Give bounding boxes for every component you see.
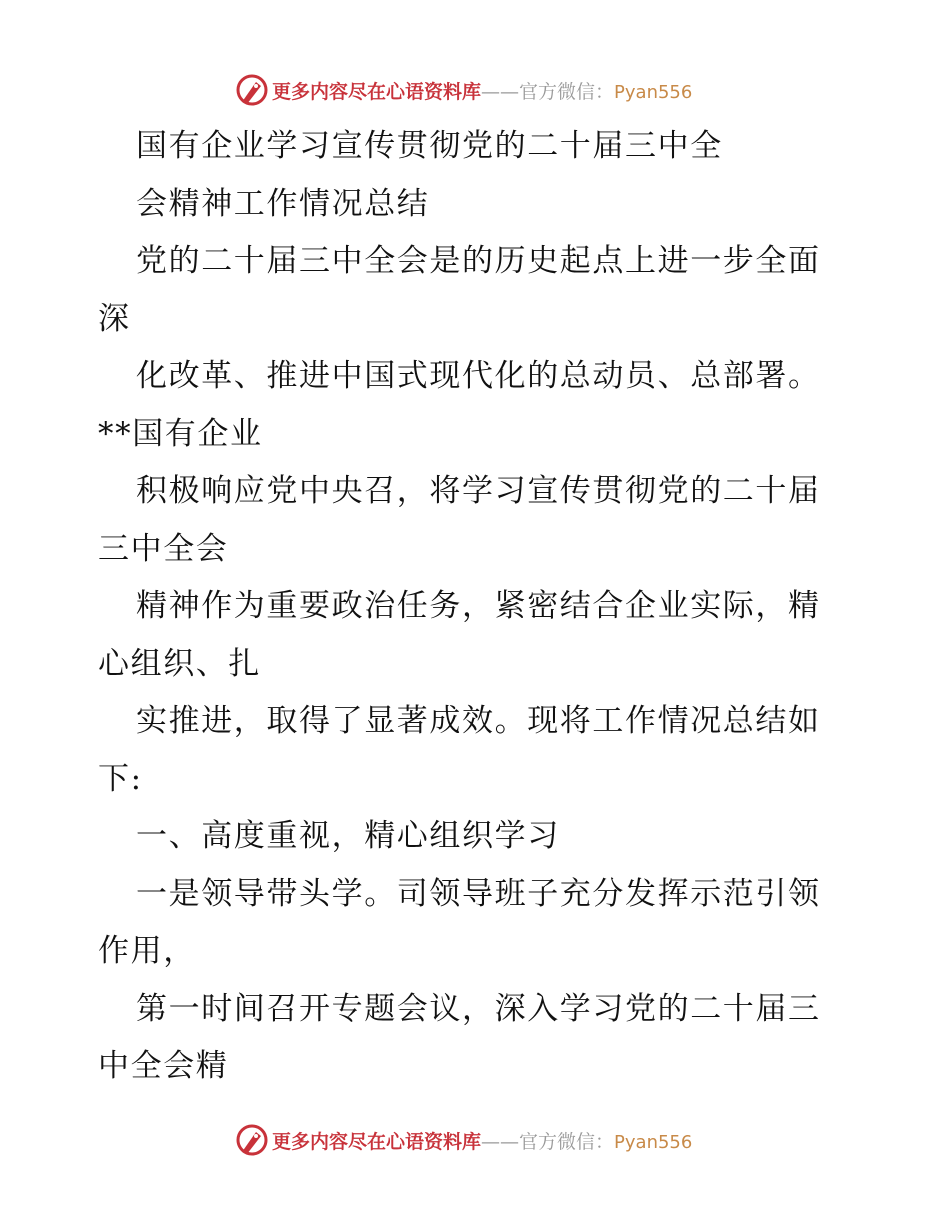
banner-account: Pyan556 (614, 82, 693, 103)
doc-line: 心组织、扎 (98, 645, 261, 682)
doc-line: 中全会精 (98, 1048, 229, 1084)
doc-line: 第一时间召开专题会议，深入学习党的二十届三 (136, 990, 821, 1027)
banner-promo: 更多内容尽在心语资料库 (272, 1131, 482, 1153)
doc-line: 国有企业学习宣传贯彻党的二十届三中全 (136, 128, 723, 164)
doc-line: 精神作为重要政治任务，紧密结合企业实际，精 (136, 588, 821, 624)
banner-text (272, 77, 692, 104)
pen-nib-logo-icon (234, 1122, 270, 1158)
banner-promo: 更多内容尽在心语资料库 (272, 81, 482, 103)
document-body (98, 118, 858, 1096)
banner-label: 官方微信： (519, 81, 615, 103)
doc-line: 一、高度重视，精心组织学习 (136, 818, 560, 854)
doc-line: 一是领导带头学。司领导班子充分发挥示范引领 (136, 875, 821, 912)
doc-line: 三中全会 (98, 530, 229, 567)
doc-line: 党的二十届三中全会是的历史起点上进一步全面 (136, 243, 821, 279)
footer-banner (0, 1120, 950, 1160)
banner-text (272, 1127, 692, 1154)
banner-dash: —— (481, 1131, 520, 1153)
banner-account: Pyan556 (614, 1132, 693, 1153)
doc-line: 下: (98, 760, 143, 797)
doc-line: 作用， (98, 933, 196, 969)
pen-nib-logo-icon (234, 72, 270, 108)
banner-dash: —— (481, 81, 520, 103)
doc-line: 化改革、推进中国式现代化的总动员、总部署。 (136, 358, 821, 394)
doc-line: 深 (98, 300, 131, 337)
doc-line: 积极响应党中央召，将学习宣传贯彻党的二十届 (136, 473, 821, 509)
banner-label: 官方微信： (519, 1131, 615, 1153)
doc-line: 实推进，取得了显著成效。现将工作情况总结如 (136, 703, 821, 739)
doc-line: **国有企业 (98, 415, 263, 452)
header-banner (0, 70, 950, 110)
doc-line: 会精神工作情况总结 (136, 185, 430, 222)
